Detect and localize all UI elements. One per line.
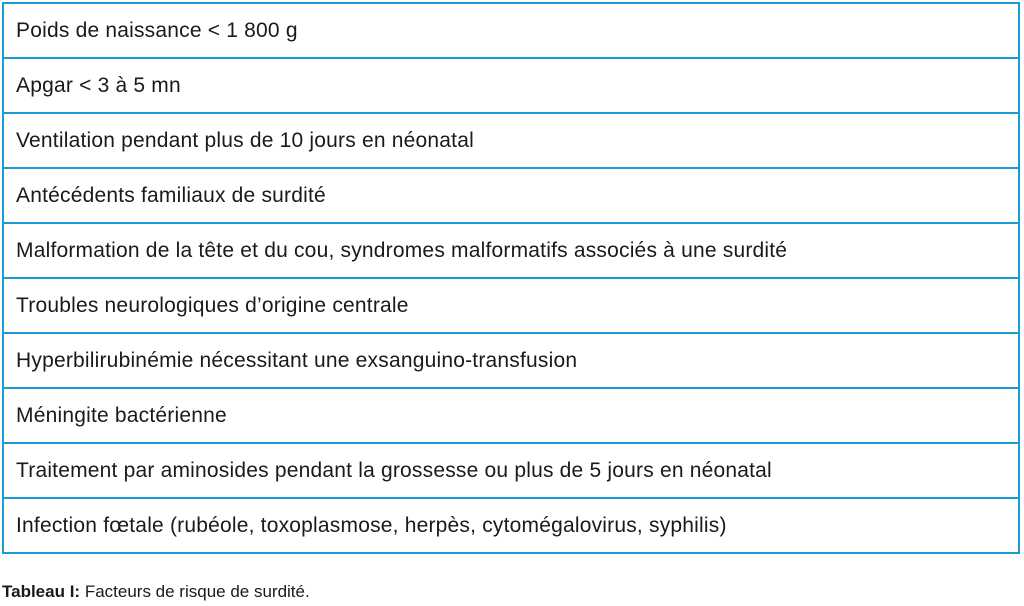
table-cell: Infection fœtale (rubéole, toxoplasmose, herpès, cytomégalovirus, syphilis) bbox=[16, 514, 727, 537]
table-caption bbox=[2, 583, 310, 600]
table-cell: Poids de naissance < 1 800 g bbox=[4, 4, 1018, 58]
caption-text: Facteurs de risque de surdité. bbox=[80, 582, 310, 601]
table-row bbox=[4, 388, 1018, 443]
caption-label: Tableau I: bbox=[2, 582, 81, 601]
table-cell: Traitement par aminosides pendant la grossesse ou plus de 5 jours en néonatal bbox=[4, 443, 1018, 498]
table-row bbox=[4, 223, 1018, 278]
table-cell: Antécédents familiaux de surdité bbox=[4, 168, 1018, 223]
table-row bbox=[4, 443, 1018, 498]
table-row bbox=[4, 168, 1018, 223]
table-row bbox=[4, 58, 1018, 113]
table-cell: Apgar < 3 à 5 mn bbox=[4, 58, 1018, 113]
table-cell: Méningite bactérienne bbox=[4, 388, 1018, 443]
table-row bbox=[4, 113, 1018, 168]
table-cell: Troubles neurologiques d’origine centrale bbox=[4, 278, 1018, 333]
table-row bbox=[4, 498, 1018, 552]
table-row bbox=[4, 4, 1018, 58]
table-cell: Ventilation pendant plus de 10 jours en néonatal bbox=[4, 113, 1018, 168]
table-cell: Hyperbilirubinémie nécessitant une exsanguino-transfusion bbox=[4, 333, 1018, 388]
table-row bbox=[4, 278, 1018, 333]
table-cell: Malformation de la tête et du cou, syndromes malformatifs associés à une surdité bbox=[4, 223, 1018, 278]
risk-factors-table bbox=[2, 2, 1020, 554]
table-row bbox=[4, 333, 1018, 388]
